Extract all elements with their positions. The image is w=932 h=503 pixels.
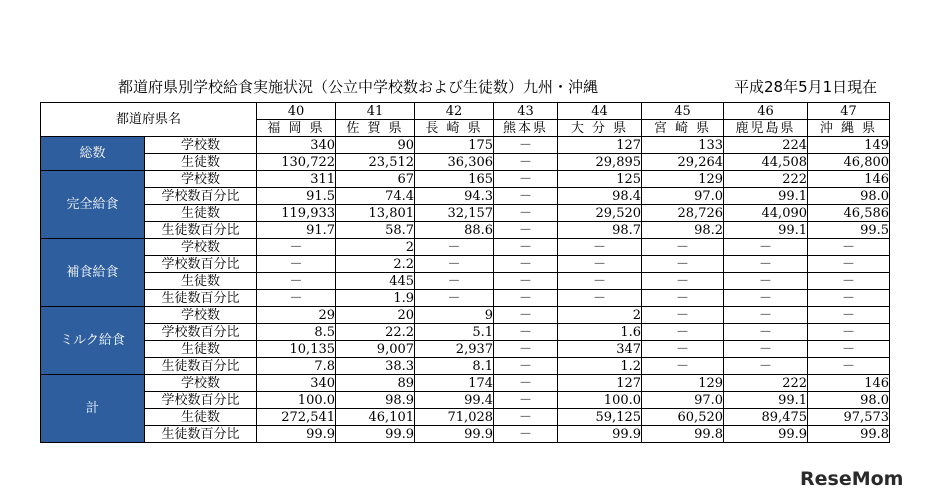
value-cell: 445 <box>336 273 415 290</box>
metric-label: 学校数 <box>145 171 257 188</box>
value-cell: 28,726 <box>642 205 724 222</box>
table-row <box>41 426 890 443</box>
value-cell: 9,007 <box>336 341 415 358</box>
group-label: 総数 <box>41 137 145 171</box>
value-cell: － <box>494 222 558 239</box>
value-cell: － <box>642 239 724 256</box>
table-row <box>41 256 890 273</box>
prefecture-name: 福 岡 県 <box>257 120 336 137</box>
value-cell: － <box>808 358 890 375</box>
value-cell: 91.7 <box>257 222 336 239</box>
value-cell: － <box>494 154 558 171</box>
value-cell: － <box>642 307 724 324</box>
prefecture-code: 47 <box>808 103 890 120</box>
value-cell: 224 <box>724 137 808 154</box>
metric-label: 生徒数百分比 <box>145 358 257 375</box>
value-cell: 98.0 <box>808 188 890 205</box>
value-cell: 127 <box>558 137 642 154</box>
value-cell: 23,512 <box>336 154 415 171</box>
value-cell: － <box>642 273 724 290</box>
value-cell: － <box>724 307 808 324</box>
table-body <box>41 103 890 443</box>
value-cell: 20 <box>336 307 415 324</box>
value-cell: 71,028 <box>415 409 494 426</box>
prefecture-header: 都道府県名 <box>41 103 257 137</box>
value-cell: － <box>415 256 494 273</box>
value-cell: 99.4 <box>415 392 494 409</box>
value-cell: － <box>642 341 724 358</box>
prefecture-code: 42 <box>415 103 494 120</box>
table-row <box>41 307 890 324</box>
value-cell: 8.1 <box>415 358 494 375</box>
value-cell: 60,520 <box>642 409 724 426</box>
value-cell: － <box>257 290 336 307</box>
value-cell: 99.1 <box>724 188 808 205</box>
value-cell: 90 <box>336 137 415 154</box>
table-row <box>41 375 890 392</box>
metric-label: 学校数 <box>145 307 257 324</box>
value-cell: 2.2 <box>336 256 415 273</box>
value-cell: 311 <box>257 171 336 188</box>
table-row <box>41 137 890 154</box>
value-cell: 2,937 <box>415 341 494 358</box>
prefecture-code: 46 <box>724 103 808 120</box>
value-cell: 119,933 <box>257 205 336 222</box>
prefecture-code: 40 <box>257 103 336 120</box>
value-cell: 98.7 <box>558 222 642 239</box>
value-cell: 99.9 <box>558 426 642 443</box>
value-cell: 97.0 <box>642 188 724 205</box>
value-cell: 9 <box>415 307 494 324</box>
prefecture-code: 44 <box>558 103 642 120</box>
value-cell: 46,101 <box>336 409 415 426</box>
value-cell: 165 <box>415 171 494 188</box>
table-row <box>41 222 890 239</box>
value-cell: 44,090 <box>724 205 808 222</box>
group-label: ミルク給食 <box>41 307 145 375</box>
value-cell: － <box>415 239 494 256</box>
prefecture-name: 鹿児島県 <box>724 120 808 137</box>
value-cell: － <box>494 375 558 392</box>
group-label: 補食給食 <box>41 239 145 307</box>
metric-label: 学校数 <box>145 239 257 256</box>
value-cell: － <box>558 239 642 256</box>
value-cell: － <box>724 256 808 273</box>
value-cell: 99.8 <box>808 426 890 443</box>
value-cell: 91.5 <box>257 188 336 205</box>
value-cell: － <box>724 290 808 307</box>
value-cell: － <box>494 137 558 154</box>
value-cell: － <box>724 239 808 256</box>
value-cell: 146 <box>808 171 890 188</box>
value-cell: 38.3 <box>336 358 415 375</box>
value-cell: 98.9 <box>336 392 415 409</box>
value-cell: － <box>494 392 558 409</box>
table-title: 都道府県別学校給食実施状況（公立中学校数および生徒数）九州・沖縄 <box>118 78 599 96</box>
value-cell: 99.1 <box>724 222 808 239</box>
value-cell: － <box>808 290 890 307</box>
metric-label: 生徒数 <box>145 205 257 222</box>
table-row <box>41 358 890 375</box>
metric-label: 生徒数 <box>145 341 257 358</box>
value-cell: － <box>808 273 890 290</box>
value-cell: 129 <box>642 171 724 188</box>
value-cell: － <box>494 307 558 324</box>
prefecture-name: 大 分 県 <box>558 120 642 137</box>
value-cell: － <box>724 341 808 358</box>
value-cell: － <box>642 290 724 307</box>
prefecture-code: 45 <box>642 103 724 120</box>
table-row <box>41 273 890 290</box>
value-cell: － <box>808 324 890 341</box>
value-cell: 347 <box>558 341 642 358</box>
metric-label: 生徒数 <box>145 409 257 426</box>
value-cell: － <box>494 273 558 290</box>
value-cell: 5.1 <box>415 324 494 341</box>
prefecture-name: 佐 賀 県 <box>336 120 415 137</box>
value-cell: 89,475 <box>724 409 808 426</box>
prefecture-code: 43 <box>494 103 558 120</box>
table-row <box>41 205 890 222</box>
prefecture-name: 沖 縄 県 <box>808 120 890 137</box>
prefecture-name: 長 崎 県 <box>415 120 494 137</box>
value-cell: 98.4 <box>558 188 642 205</box>
value-cell: 8.5 <box>257 324 336 341</box>
value-cell: 130,722 <box>257 154 336 171</box>
metric-label: 学校数百分比 <box>145 256 257 273</box>
value-cell: － <box>415 273 494 290</box>
value-cell: － <box>494 341 558 358</box>
value-cell: 59,125 <box>558 409 642 426</box>
group-label: 計 <box>41 375 145 443</box>
value-cell: 36,306 <box>415 154 494 171</box>
value-cell: － <box>808 341 890 358</box>
value-cell: 58.7 <box>336 222 415 239</box>
metric-label: 生徒数 <box>145 273 257 290</box>
lunch-status-table <box>40 102 890 443</box>
table-row <box>41 239 890 256</box>
value-cell: － <box>808 239 890 256</box>
value-cell: 94.3 <box>415 188 494 205</box>
table-row <box>41 409 890 426</box>
value-cell: 340 <box>257 137 336 154</box>
value-cell: 44,508 <box>724 154 808 171</box>
value-cell: 97.0 <box>642 392 724 409</box>
value-cell: 127 <box>558 375 642 392</box>
value-cell: 175 <box>415 137 494 154</box>
prefecture-code: 41 <box>336 103 415 120</box>
value-cell: 99.9 <box>257 426 336 443</box>
as-of-date: 平成28年5月1日現在 <box>734 78 878 96</box>
value-cell: － <box>494 188 558 205</box>
value-cell: 129 <box>642 375 724 392</box>
value-cell: 22.2 <box>336 324 415 341</box>
value-cell: 222 <box>724 375 808 392</box>
table-row <box>41 324 890 341</box>
value-cell: 99.9 <box>415 426 494 443</box>
value-cell: 10,135 <box>257 341 336 358</box>
value-cell: 222 <box>724 171 808 188</box>
value-cell: 99.9 <box>336 426 415 443</box>
value-cell: － <box>494 358 558 375</box>
value-cell: 99.8 <box>642 426 724 443</box>
value-cell: － <box>257 256 336 273</box>
value-cell: 29,520 <box>558 205 642 222</box>
value-cell: － <box>808 256 890 273</box>
value-cell: － <box>494 171 558 188</box>
value-cell: － <box>558 256 642 273</box>
value-cell: － <box>558 290 642 307</box>
value-cell: 100.0 <box>558 392 642 409</box>
value-cell: － <box>494 239 558 256</box>
metric-label: 生徒数百分比 <box>145 290 257 307</box>
value-cell: 89 <box>336 375 415 392</box>
value-cell: 99.5 <box>808 222 890 239</box>
value-cell: 32,157 <box>415 205 494 222</box>
value-cell: 174 <box>415 375 494 392</box>
metric-label: 生徒数百分比 <box>145 426 257 443</box>
value-cell: 1.6 <box>558 324 642 341</box>
table-row <box>41 188 890 205</box>
metric-label: 学校数百分比 <box>145 392 257 409</box>
value-cell: 1.2 <box>558 358 642 375</box>
value-cell: 46,586 <box>808 205 890 222</box>
value-cell: － <box>724 273 808 290</box>
value-cell: － <box>494 409 558 426</box>
value-cell: 67 <box>336 171 415 188</box>
value-cell: 146 <box>808 375 890 392</box>
group-label: 完全給食 <box>41 171 145 239</box>
value-cell: 29,895 <box>558 154 642 171</box>
value-cell: 272,541 <box>257 409 336 426</box>
value-cell: 1.9 <box>336 290 415 307</box>
value-cell: 74.4 <box>336 188 415 205</box>
value-cell: － <box>415 290 494 307</box>
value-cell: － <box>642 256 724 273</box>
value-cell: － <box>494 290 558 307</box>
value-cell: － <box>808 307 890 324</box>
header-code-row <box>41 103 890 120</box>
resemom-logo: ReseMom <box>800 468 904 490</box>
value-cell: 340 <box>257 375 336 392</box>
value-cell: 46,800 <box>808 154 890 171</box>
table-row <box>41 171 890 188</box>
value-cell: － <box>494 205 558 222</box>
table-row <box>41 290 890 307</box>
value-cell: 7.8 <box>257 358 336 375</box>
value-cell: － <box>642 324 724 341</box>
value-cell: 99.9 <box>724 426 808 443</box>
table-row <box>41 392 890 409</box>
value-cell: 98.2 <box>642 222 724 239</box>
table-row <box>41 154 890 171</box>
value-cell: 99.1 <box>724 392 808 409</box>
metric-label: 生徒数 <box>145 154 257 171</box>
metric-label: 学校数百分比 <box>145 324 257 341</box>
value-cell: － <box>724 324 808 341</box>
value-cell: 125 <box>558 171 642 188</box>
table-row <box>41 341 890 358</box>
metric-label: 学校数 <box>145 375 257 392</box>
value-cell: － <box>257 273 336 290</box>
value-cell: 149 <box>808 137 890 154</box>
prefecture-name: 熊本県 <box>494 120 558 137</box>
value-cell: 88.6 <box>415 222 494 239</box>
prefecture-name: 宮 崎 県 <box>642 120 724 137</box>
value-cell: 2 <box>558 307 642 324</box>
value-cell: － <box>724 358 808 375</box>
value-cell: － <box>642 358 724 375</box>
value-cell: － <box>558 273 642 290</box>
value-cell: 98.0 <box>808 392 890 409</box>
metric-label: 学校数 <box>145 137 257 154</box>
value-cell: 2 <box>336 239 415 256</box>
value-cell: 97,573 <box>808 409 890 426</box>
value-cell: 29,264 <box>642 154 724 171</box>
value-cell: 100.0 <box>257 392 336 409</box>
value-cell: 133 <box>642 137 724 154</box>
metric-label: 学校数百分比 <box>145 188 257 205</box>
value-cell: － <box>494 324 558 341</box>
value-cell: － <box>494 256 558 273</box>
value-cell: 29 <box>257 307 336 324</box>
metric-label: 生徒数百分比 <box>145 222 257 239</box>
value-cell: － <box>494 426 558 443</box>
value-cell: － <box>257 239 336 256</box>
value-cell: 13,801 <box>336 205 415 222</box>
